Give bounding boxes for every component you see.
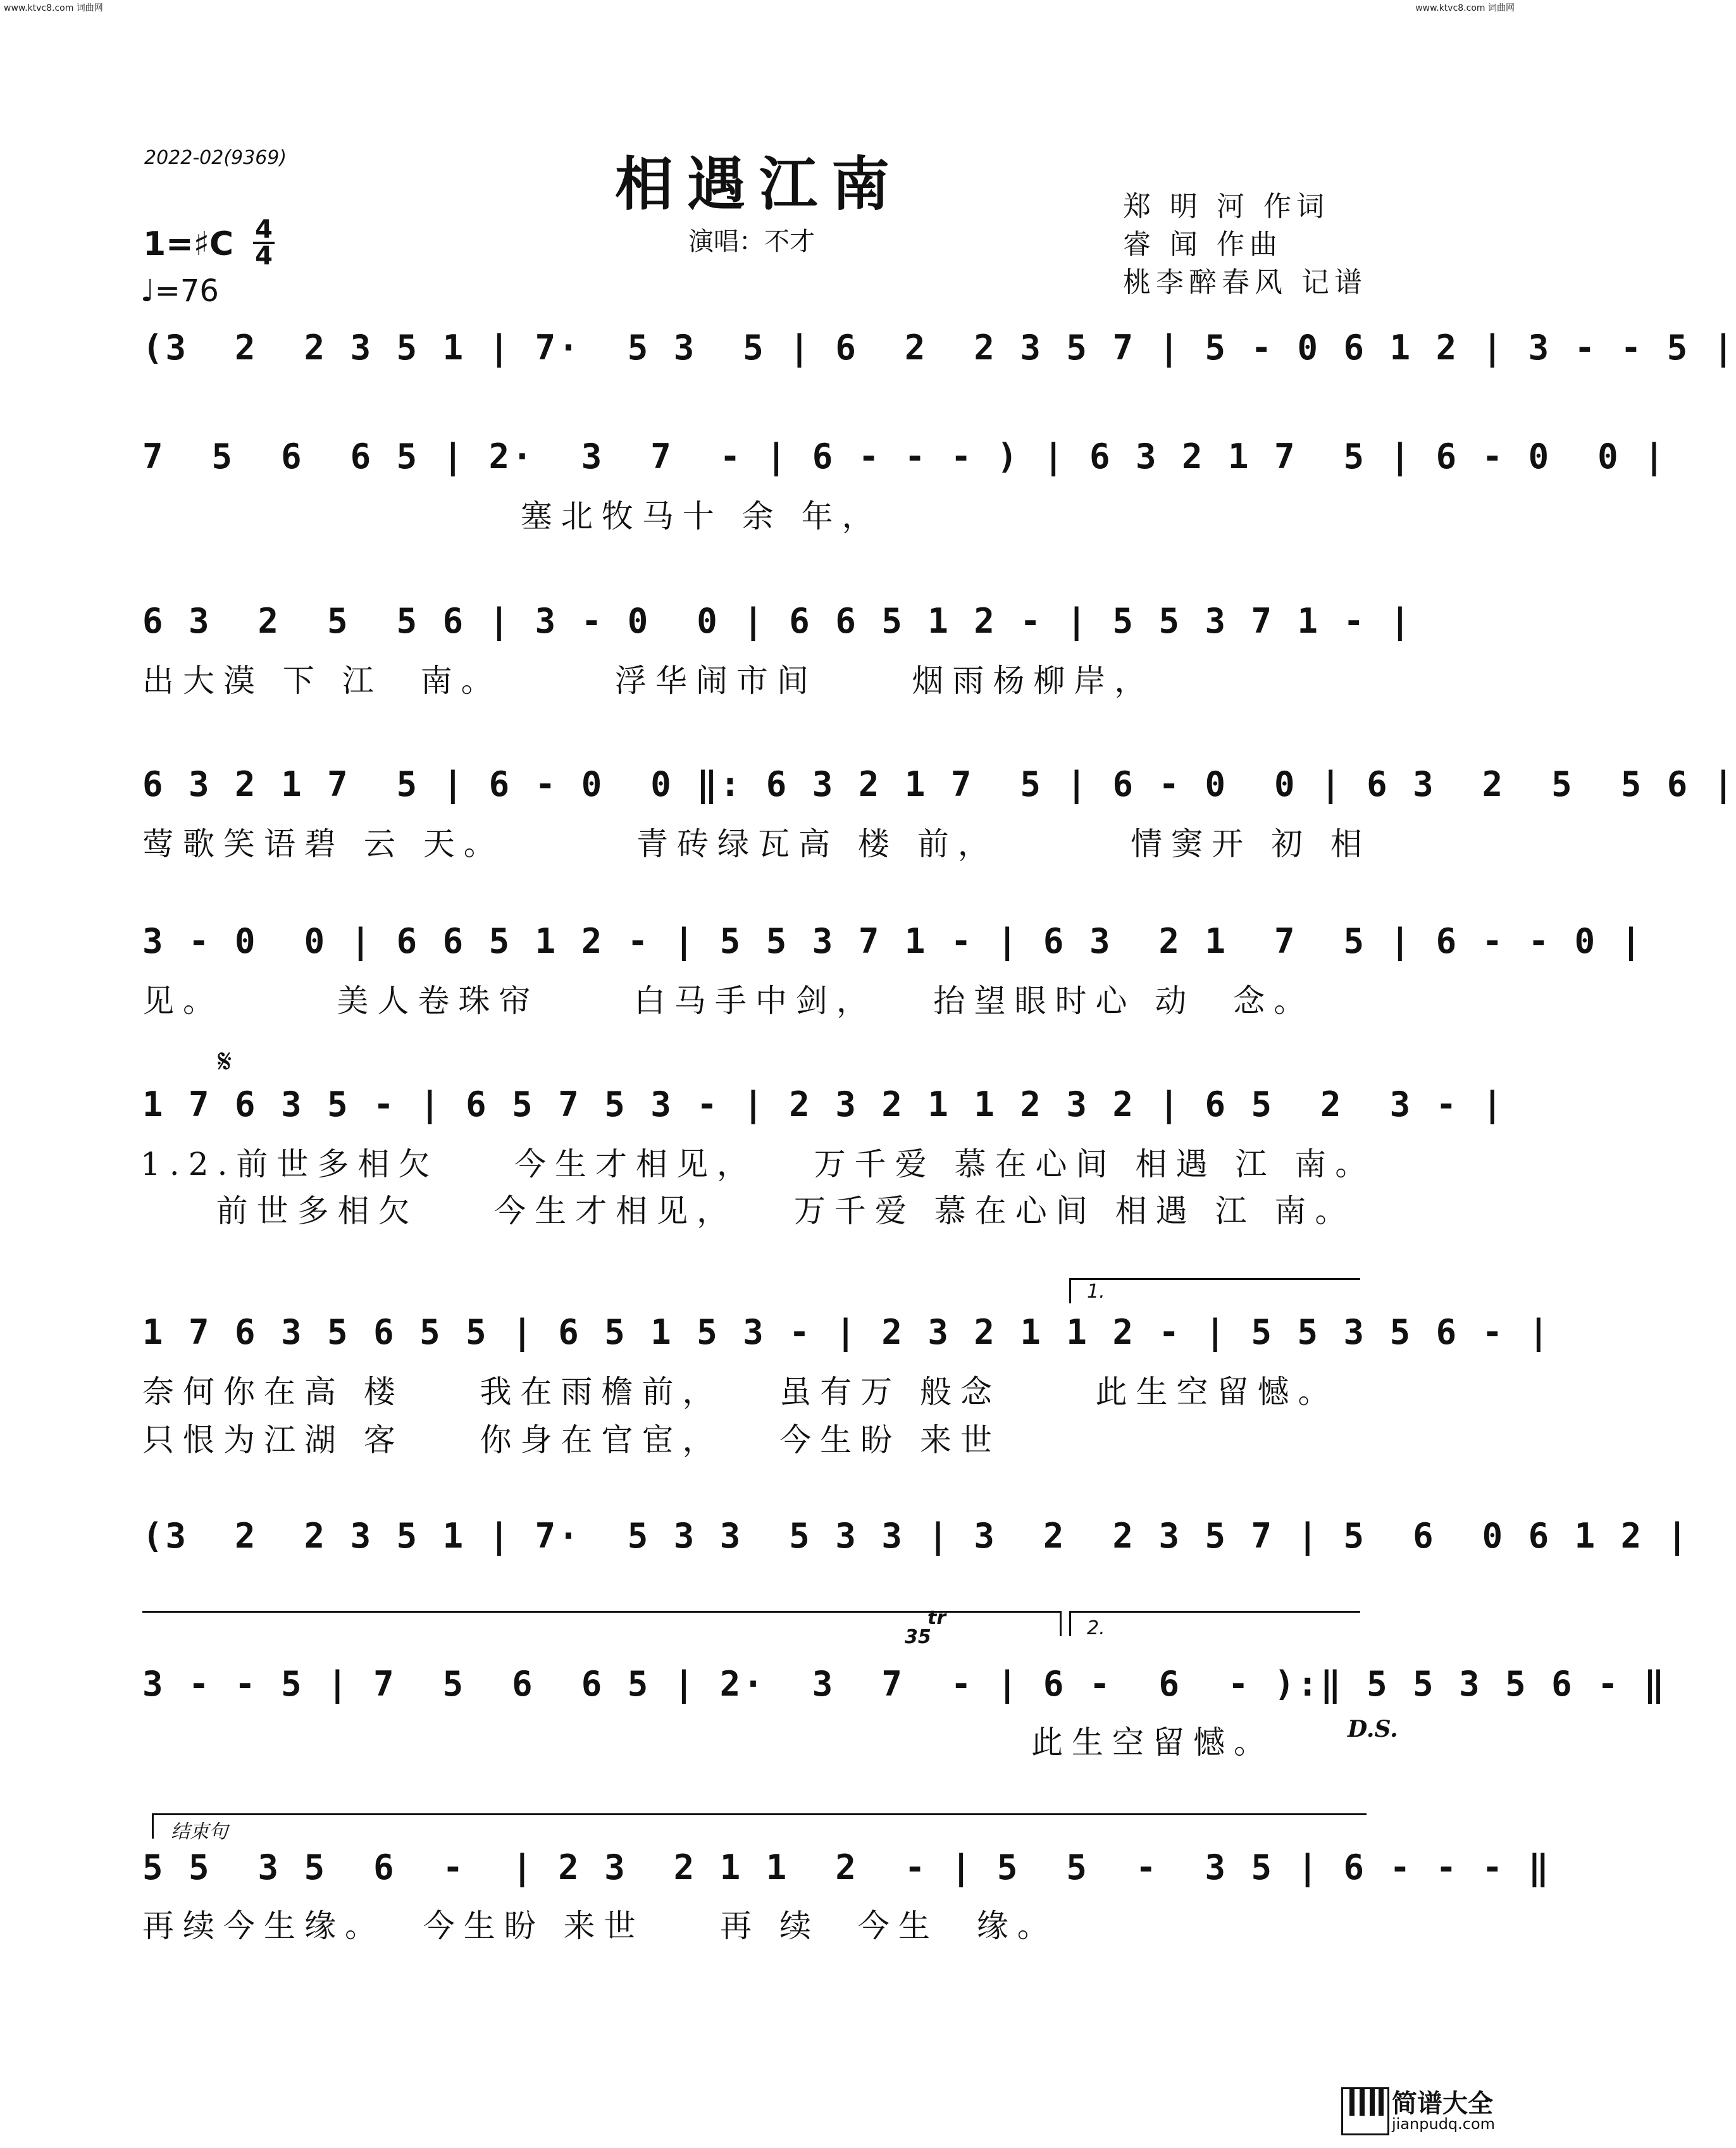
lyrics-row-7-verse-1: 奈何你在高 楼 我在雨檐前， 虽有万 般念 此生空留憾。 (142, 1374, 1339, 1410)
notation-row-7: 1 7 6 3 5 6 5 5 | 6 5 1 5 3 - | 2 3 2 1 1 2 - | 5 5 3 5 6 - | (142, 1312, 1552, 1352)
notation-row-10: 5 5 3 5 6 - | 2 3 2 1 1 2 - | 5 5 - 3 5 | 6 - - - ‖ (142, 1847, 1552, 1887)
notation-row-5: 3 - 0 0 | 6 6 5 1 2 - | 5 5 3 7 1 - | 6 3 2 1 7 5 | 6 - - 0 | (142, 921, 1644, 961)
piano-keys-icon (1341, 2087, 1389, 2135)
volta-1-end-hook (1060, 1611, 1062, 1636)
source-watermark-left: www.ktvc8.com 词曲网 (4, 3, 103, 13)
ending-bracket (152, 1813, 1367, 1815)
volta-1-hook (1069, 1278, 1071, 1303)
logo-name: 简谱大全 (1392, 2089, 1493, 2118)
performer: 演唱：不才 (688, 227, 815, 256)
lyrics-row-10: 再续今生缘。 今生盼 来世 再 续 今生 缘。 (142, 1908, 1058, 1944)
lyrics-row-5: 见。 美人卷珠帘 白马手中剑， 抬望眼时心 动 念。 (142, 983, 1315, 1019)
trill-mark: tr (927, 1607, 946, 1629)
volta-2-bracket (1069, 1611, 1360, 1613)
notation-row-6: 1 7 6 3 5 - | 6 5 7 5 3 - | 2 3 2 1 1 2 3 2 | 6 5 2 3 - | (142, 1084, 1506, 1124)
notation-row-4: 6 3 2 1 7 5 | 6 - 0 0 ‖: 6 3 2 1 7 5 | 6 - 0 0 | 6 3 2 5 5 6 | (142, 764, 1736, 804)
ending-label: 结束句 (171, 1821, 228, 1843)
notation-row-3: 6 3 2 5 5 6 | 3 - 0 0 | 6 6 5 1 2 - | 5 5 3 7 1 - | (142, 601, 1413, 641)
credit-composer: 睿 闻 作曲 (1123, 228, 1282, 261)
meter-bottom: 4 (255, 242, 273, 271)
credit-transcriber: 桃李醉春风 记谱 (1123, 266, 1367, 299)
notation-row-8: (3 2 2 3 5 1 | 7· 5 3 3 5 3 3 | 3 2 2 3 5 7 | 5 6 0 6 1 2 | (142, 1516, 1690, 1556)
grace-35: 35 (905, 1626, 931, 1648)
ending-bracket-hook (152, 1813, 154, 1839)
source-watermark-right: www.ktvc8.com 词曲网 (1415, 3, 1515, 13)
dal-segno-mark: D.S. (1348, 1716, 1398, 1742)
volta-2-hook (1069, 1611, 1071, 1636)
time-signature (253, 215, 275, 271)
lyrics-row-3: 出大漠 下 江 南。 浮华闹市间 烟雨杨柳岸， (142, 662, 1155, 699)
lyrics-row-2: 塞北牧马十 余 年， (142, 498, 883, 535)
meter-top: 4 (255, 215, 273, 244)
lyrics-row-7-verse-2: 只恨为江湖 客 你身在官宦， 今生盼 来世 (142, 1422, 1001, 1458)
volta-1-continuation (142, 1611, 1060, 1613)
score-code: 2022-02(9369) (144, 147, 287, 169)
lyrics-row-4: 莺歌笑语碧 云 天。 青砖绿瓦高 楼 前， 情窦开 初 相 (142, 826, 1371, 862)
volta-2-label: 2. (1087, 1617, 1105, 1639)
notation-row-1: (3 2 2 3 5 1 | 7· 5 3 5 | 6 2 2 3 5 7 | 5 - 0 6 1 2 | 3 - - 5 | (142, 328, 1736, 368)
segno-sign: 𝄋 (218, 1043, 232, 1081)
lyrics-row-9: 此生空留憾。 (142, 1724, 1274, 1761)
song-title: 相遇江南 (614, 150, 903, 218)
site-logo (1341, 2081, 1499, 2138)
notation-row-2: 7 5 6 6 5 | 2· 3 7 - | 6 - - - ) | 6 3 2 1 7 5 | 6 - 0 0 | (142, 437, 1667, 476)
credit-lyricist: 郑 明 河 作词 (1123, 190, 1329, 223)
volta-1-label: 1. (1087, 1281, 1105, 1303)
logo-url: jianpudq.com (1392, 2115, 1496, 2133)
lyrics-row-6-verse-1: 1.2.前世多相欠 今生才相见， 万千爱 慕在心间 相遇 江 南。 (140, 1146, 1376, 1183)
key-signature: 1=♯C (143, 225, 234, 263)
tempo-marking: ♩=76 (140, 273, 219, 309)
notation-row-9: 3 - - 5 | 7 5 6 6 5 | 2· 3 7 - | 6 - 6 - ):‖ 5 5 3 5 6 - ‖ (142, 1664, 1667, 1704)
volta-1-bracket (1069, 1278, 1360, 1280)
lyrics-row-6-verse-2: 前世多相欠 今生才相见， 万千爱 慕在心间 相遇 江 南。 (140, 1193, 1356, 1229)
